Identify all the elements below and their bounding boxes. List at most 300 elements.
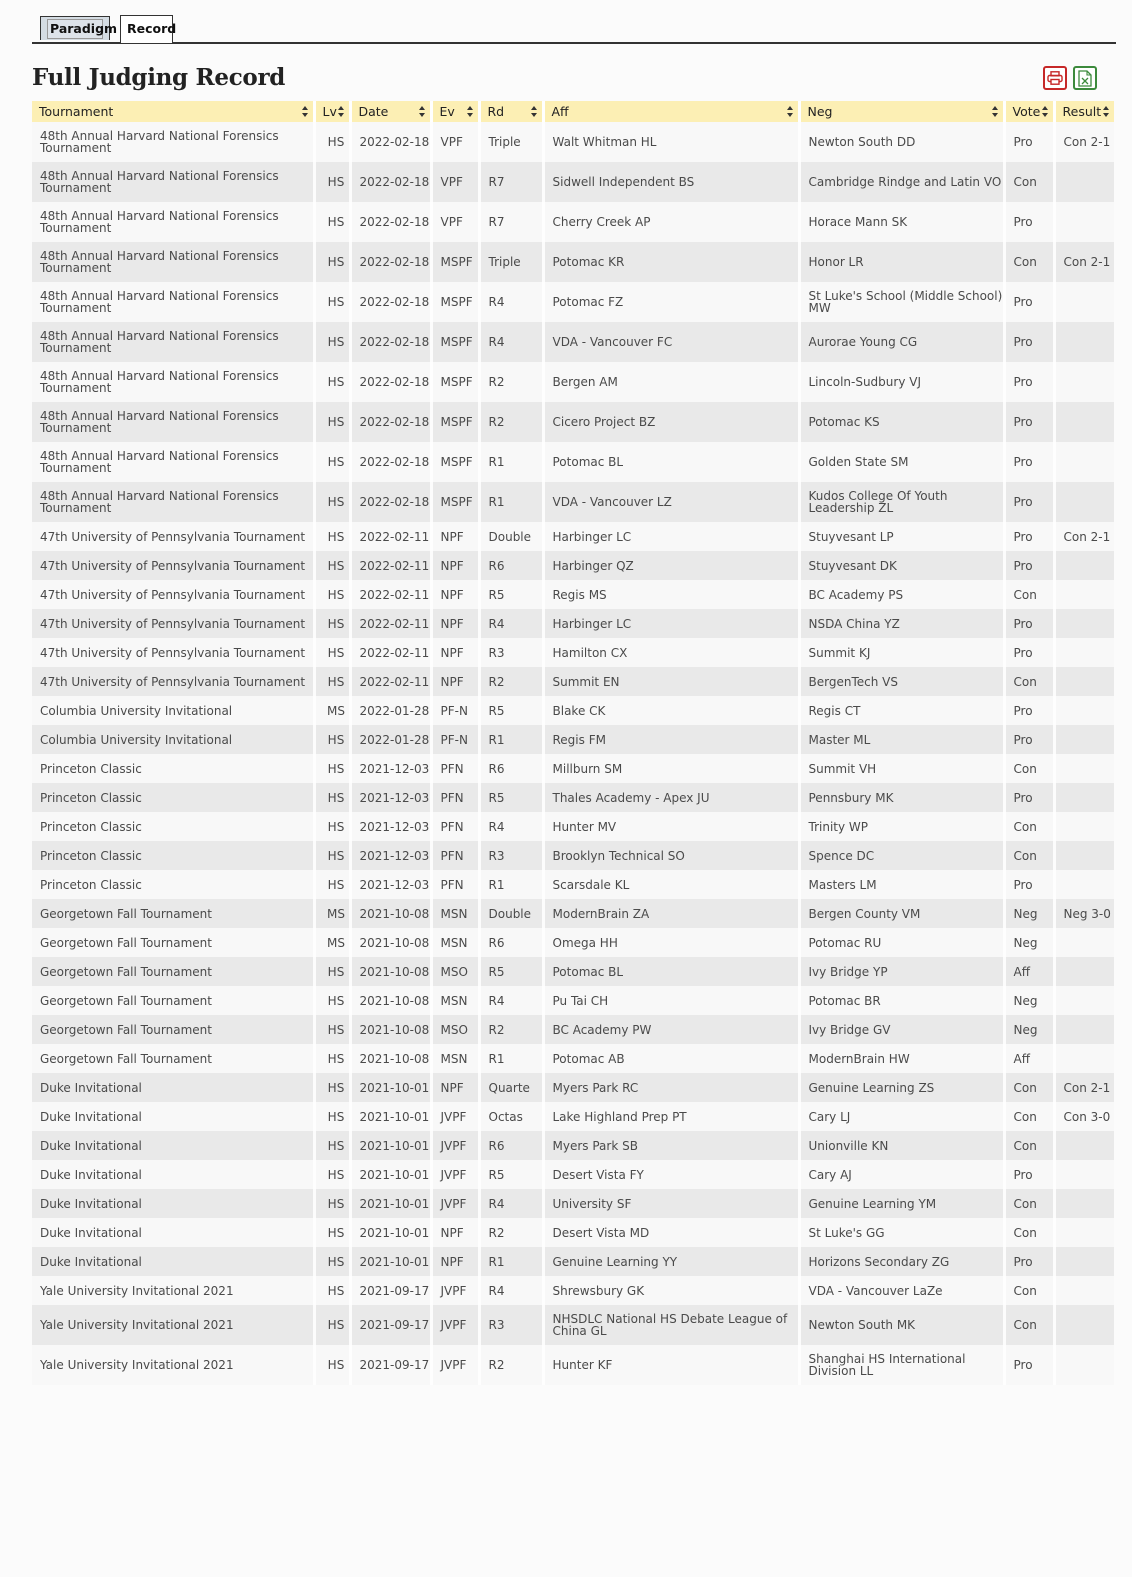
cell-level: HS [314,122,350,162]
col-header-label: Neg [807,104,833,119]
cell-level: HS [314,1073,350,1102]
cell-neg: NSDA China YZ [799,609,1004,638]
cell-event: JVPF [431,1160,479,1189]
col-header-label: Date [358,104,389,119]
cell-aff: Regis FM [543,725,799,754]
table-row [32,402,1114,442]
cell-result: Con 2-1 [1054,1073,1114,1102]
cell-vote: Neg [1004,899,1054,928]
cell-date: 2022-01-28 [350,696,431,725]
cell-date: 2022-02-18 [350,162,431,202]
cell-result [1054,1015,1114,1044]
cell-round: R5 [479,580,543,609]
cell-round: R5 [479,783,543,812]
table-row [32,841,1114,870]
cell-result: Con 3-0 [1054,1102,1114,1131]
cell-date: 2022-02-18 [350,242,431,282]
table-row [32,1305,1114,1345]
cell-event: JVPF [431,1189,479,1218]
cell-neg: Newton South DD [799,122,1004,162]
cell-event: NPF [431,638,479,667]
cell-round: R4 [479,609,543,638]
cell-neg: Cary LJ [799,1102,1004,1131]
cell-event: JVPF [431,1102,479,1131]
cell-level: HS [314,754,350,783]
cell-aff: Blake CK [543,696,799,725]
table-row [32,551,1114,580]
cell-round: Octas [479,1102,543,1131]
cell-result [1054,402,1114,442]
cell-date: 2021-10-01 [350,1189,431,1218]
cell-aff: Desert Vista FY [543,1160,799,1189]
cell-tournament: Georgetown Fall Tournament [32,928,314,957]
col-header-result[interactable] [1054,101,1114,122]
table-row [32,442,1114,482]
cell-result [1054,957,1114,986]
printer-icon [1047,71,1063,85]
col-header-vote[interactable] [1004,101,1054,122]
cell-tournament: Georgetown Fall Tournament [32,1044,314,1073]
col-header-aff[interactable] [543,101,799,122]
cell-event: MSPF [431,362,479,402]
table-row [32,1218,1114,1247]
cell-neg: Pennsbury MK [799,783,1004,812]
cell-level: HS [314,162,350,202]
cell-round: R1 [479,482,543,522]
cell-result [1054,725,1114,754]
cell-vote: Con [1004,1305,1054,1345]
cell-event: MSN [431,899,479,928]
cell-neg: Potomac KS [799,402,1004,442]
cell-aff: Lake Highland Prep PT [543,1102,799,1131]
judging-record-table [32,101,1114,1385]
cell-event: NPF [431,551,479,580]
cell-event: PFN [431,812,479,841]
cell-tournament: Duke Invitational [32,1189,314,1218]
cell-aff: Myers Park RC [543,1073,799,1102]
cell-date: 2021-10-08 [350,1044,431,1073]
cell-round: R2 [479,1015,543,1044]
cell-round: R2 [479,1345,543,1385]
cell-round: R6 [479,928,543,957]
sort-icon [531,106,538,117]
cell-level: HS [314,725,350,754]
cell-date: 2021-10-01 [350,1131,431,1160]
cell-date: 2022-02-18 [350,282,431,322]
cell-tournament: 47th University of Pennsylvania Tournament [32,522,314,551]
cell-round: R2 [479,362,543,402]
cell-vote: Pro [1004,1345,1054,1385]
cell-round: Triple [479,242,543,282]
col-header-date[interactable] [350,101,431,122]
col-header-level[interactable] [314,101,350,122]
cell-result [1054,1247,1114,1276]
cell-date: 2022-02-18 [350,122,431,162]
cell-neg: Golden State SM [799,442,1004,482]
cell-level: HS [314,667,350,696]
cell-level: HS [314,1276,350,1305]
cell-vote: Con [1004,841,1054,870]
cell-level: HS [314,1102,350,1131]
table-row [32,754,1114,783]
cell-neg: Potomac RU [799,928,1004,957]
cell-vote: Pro [1004,442,1054,482]
cell-aff: Regis MS [543,580,799,609]
cell-vote: Pro [1004,122,1054,162]
cell-neg: Stuyvesant LP [799,522,1004,551]
cell-result [1054,870,1114,899]
cell-aff: Genuine Learning YY [543,1247,799,1276]
cell-round: Triple [479,122,543,162]
cell-vote: Pro [1004,638,1054,667]
cell-tournament: 48th Annual Harvard National Forensics Tournament [32,322,314,362]
cell-aff: Brooklyn Technical SO [543,841,799,870]
sort-icon [1042,106,1049,117]
cell-vote: Pro [1004,402,1054,442]
cell-neg: Lincoln-Sudbury VJ [799,362,1004,402]
cell-date: 2021-10-08 [350,1015,431,1044]
export-excel-button[interactable] [1073,66,1097,90]
cell-level: HS [314,1345,350,1385]
sort-icon [338,106,345,117]
cell-aff: Harbinger LC [543,522,799,551]
cell-round: R2 [479,1218,543,1247]
cell-event: VPF [431,162,479,202]
cell-vote: Con [1004,1131,1054,1160]
cell-result: Con 2-1 [1054,242,1114,282]
table-row [32,322,1114,362]
cell-result [1054,282,1114,322]
cell-level: HS [314,1247,350,1276]
cell-date: 2021-10-08 [350,986,431,1015]
col-header-event[interactable] [431,101,479,122]
cell-result [1054,696,1114,725]
table-body [32,122,1114,1385]
cell-result [1054,1218,1114,1247]
table-row [32,1102,1114,1131]
cell-result: Con 2-1 [1054,522,1114,551]
sort-icon [992,106,999,117]
col-header-label: Tournament [39,104,114,119]
cell-date: 2022-02-18 [350,362,431,402]
cell-event: MSN [431,1044,479,1073]
tab-record-label: Record [127,21,177,36]
cell-round: R6 [479,551,543,580]
cell-event: PFN [431,783,479,812]
table-row [32,1015,1114,1044]
cell-date: 2022-02-11 [350,580,431,609]
cell-vote: Pro [1004,202,1054,242]
cell-vote: Con [1004,242,1054,282]
cell-aff: Potomac AB [543,1044,799,1073]
cell-round: R4 [479,1276,543,1305]
cell-tournament: 48th Annual Harvard National Forensics Tournament [32,442,314,482]
cell-neg: Kudos College Of Youth Leadership ZL [799,482,1004,522]
table-row [32,870,1114,899]
cell-tournament: Georgetown Fall Tournament [32,899,314,928]
cell-level: MS [314,696,350,725]
table-row [32,202,1114,242]
cell-aff: Desert Vista MD [543,1218,799,1247]
cell-vote: Pro [1004,870,1054,899]
cell-event: MSN [431,986,479,1015]
cell-round: R7 [479,162,543,202]
cell-round: R3 [479,1305,543,1345]
cell-level: HS [314,1189,350,1218]
cell-round: R4 [479,986,543,1015]
cell-aff: Cicero Project BZ [543,402,799,442]
cell-tournament: 48th Annual Harvard National Forensics Tournament [32,482,314,522]
cell-date: 2022-02-11 [350,638,431,667]
cell-level: HS [314,957,350,986]
cell-tournament: Princeton Classic [32,754,314,783]
cell-aff: Omega HH [543,928,799,957]
cell-event: JVPF [431,1345,479,1385]
cell-tournament: 48th Annual Harvard National Forensics Tournament [32,122,314,162]
cell-date: 2021-10-08 [350,928,431,957]
cell-aff: Harbinger LC [543,609,799,638]
cell-result [1054,783,1114,812]
cell-vote: Con [1004,162,1054,202]
cell-neg: Shanghai HS International Division LL [799,1345,1004,1385]
table-row [32,522,1114,551]
cell-date: 2022-02-18 [350,202,431,242]
cell-result [1054,202,1114,242]
cell-aff: Hunter MV [543,812,799,841]
cell-result [1054,986,1114,1015]
cell-neg: Stuyvesant DK [799,551,1004,580]
cell-aff: NHSDLC National HS Debate League of China GL [543,1305,799,1345]
col-header-label: Ev [439,104,455,119]
cell-date: 2022-02-18 [350,442,431,482]
cell-result [1054,609,1114,638]
cell-result [1054,667,1114,696]
cell-vote: Aff [1004,1044,1054,1073]
cell-event: PFN [431,870,479,899]
cell-aff: Thales Academy - Apex JU [543,783,799,812]
cell-aff: Myers Park SB [543,1131,799,1160]
cell-round: R6 [479,1131,543,1160]
cell-neg: Ivy Bridge YP [799,957,1004,986]
cell-neg: Bergen County VM [799,899,1004,928]
tab-paradigm-label: Paradigm [47,19,103,39]
cell-neg: Honor LR [799,242,1004,282]
cell-result [1054,362,1114,402]
cell-tournament: Duke Invitational [32,1247,314,1276]
table-row [32,957,1114,986]
cell-vote: Neg [1004,928,1054,957]
table-row [32,1247,1114,1276]
cell-tournament: Duke Invitational [32,1160,314,1189]
cell-neg: Unionville KN [799,1131,1004,1160]
table-header-row [32,101,1114,122]
cell-result [1054,322,1114,362]
cell-event: MSO [431,1015,479,1044]
cell-aff: VDA - Vancouver LZ [543,482,799,522]
cell-vote: Pro [1004,1160,1054,1189]
cell-level: HS [314,1015,350,1044]
cell-neg: VDA - Vancouver LaZe [799,1276,1004,1305]
cell-result [1054,162,1114,202]
cell-aff: ModernBrain ZA [543,899,799,928]
table-row [32,783,1114,812]
cell-level: HS [314,362,350,402]
cell-vote: Pro [1004,322,1054,362]
cell-date: 2021-10-01 [350,1073,431,1102]
tab-paradigm[interactable] [40,16,118,40]
table-row [32,1189,1114,1218]
print-button[interactable] [1043,66,1067,90]
cell-level: HS [314,1218,350,1247]
cell-vote: Con [1004,754,1054,783]
sort-icon [787,106,794,117]
cell-level: HS [314,551,350,580]
cell-result [1054,1189,1114,1218]
cell-event: MSO [431,957,479,986]
cell-aff: Bergen AM [543,362,799,402]
cell-tournament: Georgetown Fall Tournament [32,986,314,1015]
cell-date: 2021-12-03 [350,754,431,783]
cell-event: NPF [431,609,479,638]
cell-neg: St Luke's School (Middle School) MW [799,282,1004,322]
cell-round: R3 [479,638,543,667]
cell-tournament: 47th University of Pennsylvania Tournament [32,609,314,638]
table-row [32,1073,1114,1102]
table-row [32,1345,1114,1385]
cell-vote: Pro [1004,522,1054,551]
cell-level: HS [314,202,350,242]
cell-round: R7 [479,202,543,242]
cell-event: PF-N [431,725,479,754]
cell-vote: Pro [1004,725,1054,754]
cell-date: 2022-02-11 [350,667,431,696]
cell-event: VPF [431,202,479,242]
cell-aff: Pu Tai CH [543,986,799,1015]
cell-level: HS [314,442,350,482]
cell-level: HS [314,580,350,609]
sort-icon [302,106,309,117]
sort-icon [1103,106,1110,117]
cell-round: R3 [479,841,543,870]
cell-date: 2021-10-08 [350,899,431,928]
cell-tournament: Duke Invitational [32,1218,314,1247]
cell-event: NPF [431,522,479,551]
cell-date: 2022-02-11 [350,551,431,580]
cell-level: HS [314,1305,350,1345]
cell-tournament: 48th Annual Harvard National Forensics Tournament [32,362,314,402]
cell-aff: Potomac FZ [543,282,799,322]
col-header-label: Result [1062,104,1102,119]
cell-tournament: 47th University of Pennsylvania Tournament [32,667,314,696]
cell-result [1054,841,1114,870]
cell-tournament: Yale University Invitational 2021 [32,1276,314,1305]
cell-neg: BergenTech VS [799,667,1004,696]
cell-event: MSPF [431,482,479,522]
cell-vote: Con [1004,1102,1054,1131]
table-row [32,1160,1114,1189]
cell-result [1054,638,1114,667]
cell-result [1054,1345,1114,1385]
cell-result [1054,1160,1114,1189]
cell-aff: Scarsdale KL [543,870,799,899]
cell-result [1054,1131,1114,1160]
cell-result: Neg 3-0 [1054,899,1114,928]
cell-tournament: Georgetown Fall Tournament [32,957,314,986]
table-row [32,812,1114,841]
cell-event: PFN [431,841,479,870]
cell-aff: Potomac KR [543,242,799,282]
cell-round: R5 [479,696,543,725]
cell-vote: Con [1004,812,1054,841]
cell-aff: Cherry Creek AP [543,202,799,242]
cell-event: JVPF [431,1276,479,1305]
table-row [32,282,1114,322]
cell-vote: Aff [1004,957,1054,986]
table-row [32,696,1114,725]
col-header-label: Vote [1012,104,1041,119]
cell-round: R2 [479,402,543,442]
cell-neg: Horace Mann SK [799,202,1004,242]
cell-tournament: Duke Invitational [32,1131,314,1160]
cell-aff: Walt Whitman HL [543,122,799,162]
cell-aff: University SF [543,1189,799,1218]
col-header-label: Lv [322,104,337,119]
cell-vote: Neg [1004,1015,1054,1044]
cell-result [1054,551,1114,580]
cell-level: HS [314,1044,350,1073]
table-row [32,899,1114,928]
table-row [32,1276,1114,1305]
cell-tournament: 48th Annual Harvard National Forensics Tournament [32,162,314,202]
cell-event: MSPF [431,442,479,482]
spreadsheet-icon [1078,70,1092,87]
cell-neg: ModernBrain HW [799,1044,1004,1073]
cell-level: HS [314,282,350,322]
cell-neg: Cambridge Rindge and Latin VO [799,162,1004,202]
cell-event: JVPF [431,1131,479,1160]
cell-tournament: Princeton Classic [32,812,314,841]
cell-level: HS [314,322,350,362]
col-header-neg[interactable] [799,101,1004,122]
col-header-tournament[interactable] [32,101,314,122]
cell-date: 2022-02-11 [350,609,431,638]
cell-neg: Summit VH [799,754,1004,783]
cell-date: 2022-01-28 [350,725,431,754]
cell-round: R1 [479,1044,543,1073]
cell-event: MSPF [431,322,479,362]
tab-record[interactable] [120,15,177,43]
cell-tournament: Columbia University Invitational [32,696,314,725]
cell-neg: Masters LM [799,870,1004,899]
page-title: Full Judging Record [32,64,286,91]
cell-round: R5 [479,957,543,986]
cell-tournament: Georgetown Fall Tournament [32,1015,314,1044]
cell-round: R1 [479,725,543,754]
cell-tournament: Duke Invitational [32,1073,314,1102]
table-row [32,580,1114,609]
cell-date: 2022-02-18 [350,482,431,522]
cell-event: NPF [431,1218,479,1247]
cell-vote: Con [1004,1276,1054,1305]
cell-neg: Aurorae Young CG [799,322,1004,362]
cell-level: HS [314,609,350,638]
cell-level: HS [314,812,350,841]
col-header-label: Rd [487,104,505,119]
col-header-round[interactable] [479,101,543,122]
cell-vote: Pro [1004,551,1054,580]
cell-date: 2022-02-11 [350,522,431,551]
cell-tournament: Duke Invitational [32,1102,314,1131]
